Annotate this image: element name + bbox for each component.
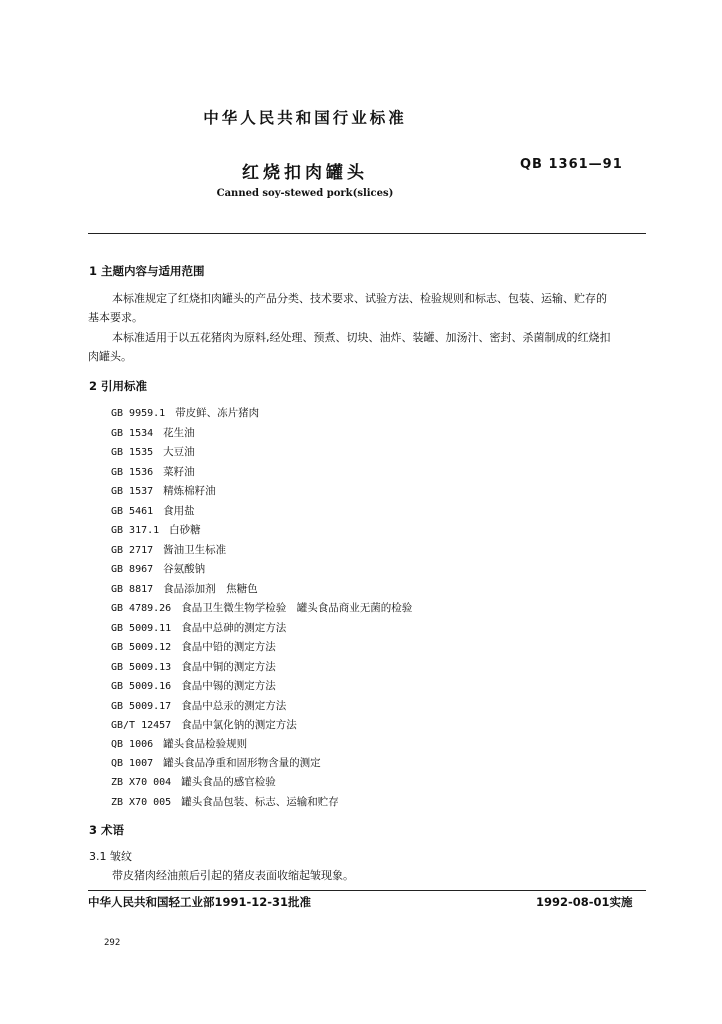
reference-item: GB 2717 酱油卫生标准 [111, 544, 227, 556]
reference-item: QB 1006 罐头食品检验规则 [111, 738, 248, 750]
section-1-para-1-line-2: 基本要求。 [88, 311, 143, 324]
industry-standard-heading: 中华人民共和国行业标准 [203, 109, 407, 127]
reference-item: GB 5009.16 食品中锡的测定方法 [111, 680, 276, 692]
page-number: 292 [104, 938, 121, 948]
reference-item: GB 5009.13 食品中铜的测定方法 [111, 661, 276, 673]
standard-code: QB 1361—91 [520, 157, 623, 172]
section-2-heading: 2 引用标准 [89, 379, 148, 393]
footer-divider [88, 890, 646, 891]
reference-item: QB 1007 罐头食品净重和固形物含量的测定 [111, 757, 321, 769]
reference-item: ZB X70 005 罐头食品包装、标志、运输和贮存 [111, 796, 339, 808]
reference-item: GB 5009.17 食品中总汞的测定方法 [111, 700, 287, 712]
reference-item: GB 5009.12 食品中铅的测定方法 [111, 641, 276, 653]
reference-item: GB 8817 食品添加剂 焦糖色 [111, 583, 258, 595]
approval-line: 中华人民共和国轻工业部1991-12-31批准 [88, 895, 312, 909]
english-subtitle: Canned soy-stewed pork(slices) [216, 188, 394, 199]
reference-item: GB 317.1 白砂糖 [111, 524, 201, 536]
reference-item: ZB X70 004 罐头食品的感官检验 [111, 776, 276, 788]
section-1-para-2-line-2: 肉罐头。 [88, 350, 132, 363]
effective-date: 1992-08-01实施 [536, 895, 633, 909]
reference-item: GB 9959.1 带皮鲜、冻片猪肉 [111, 407, 260, 419]
reference-item: GB 1537 精炼棉籽油 [111, 485, 216, 497]
section-3-1-heading: 3.1 皱纹 [89, 850, 132, 863]
document-title: 红烧扣肉罐头 [242, 163, 368, 183]
section-1-heading: 1 主题内容与适用范围 [89, 264, 205, 278]
section-1-para-2-line-1: 本标准适用于以五花猪肉为原料,经处理、预煮、切块、油炸、装罐、加汤汁、密封、杀菌制成的红烧扣 [112, 331, 611, 344]
reference-item: GB/T 12457 食品中氯化钠的测定方法 [111, 719, 297, 731]
section-3-1-definition: 带皮猪肉经油煎后引起的猪皮表面收缩起皱现象。 [112, 869, 354, 882]
reference-item: GB 1536 菜籽油 [111, 466, 195, 478]
reference-item: GB 8967 谷氨酸钠 [111, 563, 206, 575]
reference-item: GB 1534 花生油 [111, 427, 195, 439]
section-3-heading: 3 术语 [89, 823, 125, 837]
reference-item: GB 4789.26 食品卫生微生物学检验 罐头食品商业无菌的检验 [111, 602, 413, 614]
header-divider [88, 233, 646, 234]
section-1-para-1-line-1: 本标准规定了红烧扣肉罐头的产品分类、技术要求、试验方法、检验规则和标志、包装、运输、贮存的 [112, 292, 607, 305]
reference-item: GB 5461 食用盐 [111, 505, 195, 517]
reference-item: GB 5009.11 食品中总砷的测定方法 [111, 622, 287, 634]
reference-item: GB 1535 大豆油 [111, 446, 195, 458]
